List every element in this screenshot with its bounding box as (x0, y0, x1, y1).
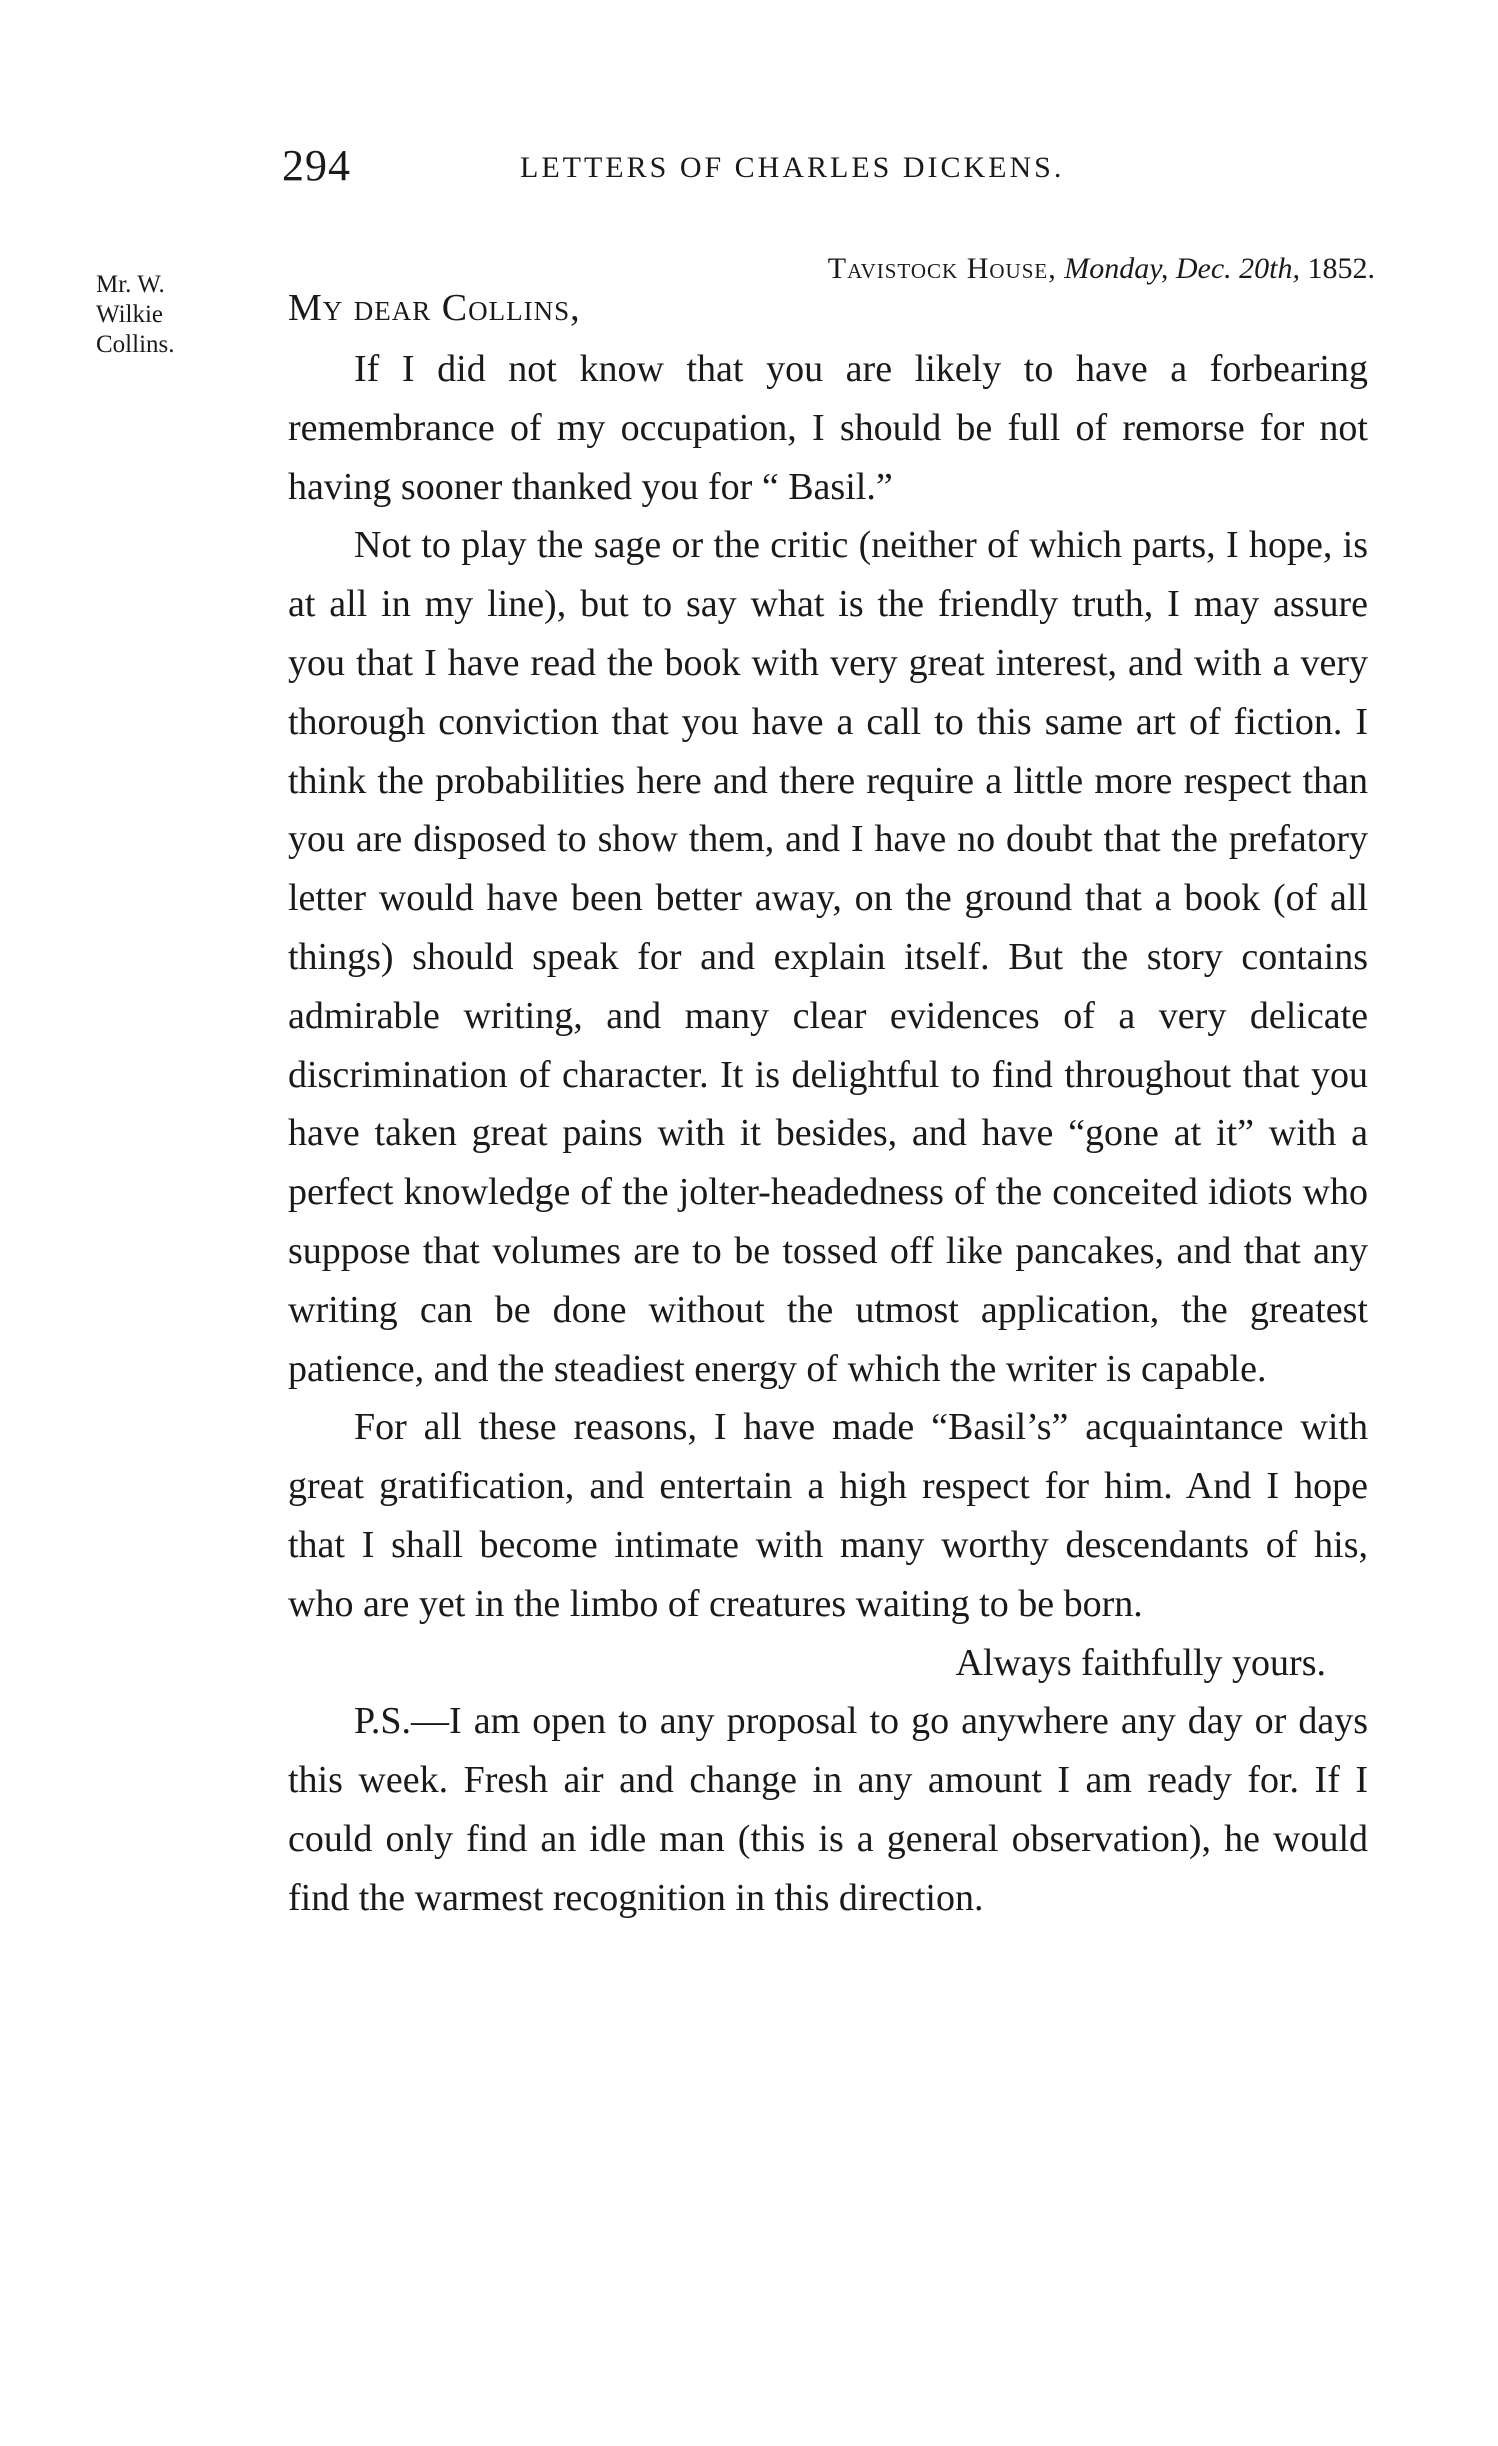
page-number: 294 (282, 141, 351, 190)
postscript: P.S.—I am open to any proposal to go anywhere any day or days this week. Fresh air and change in any amount I am ready for. If I could only find an idle man (this is a general observation), he would find the warmest recognition in this direction. (288, 1700, 1368, 1919)
running-head: LETTERS OF CHARLES DICKENS. (520, 151, 1065, 184)
sidenote-line-1: Mr. W. (96, 271, 165, 298)
dateline-day: Monday, Dec. 20th, (1064, 252, 1300, 285)
sidenote-line-2: Wilkie (96, 301, 164, 328)
dateline-year: 1852. (1307, 252, 1375, 285)
sidenote (96, 270, 236, 360)
paragraph-1: If I did not know that you are likely to have a forbearing remembrance of my occupation, I should be full of remorse for not having sooner thanked you for “ Basil.” (288, 348, 1368, 508)
dateline-place: Tavistock House, (827, 252, 1057, 285)
salutation: My dear Collins, (288, 287, 581, 329)
letter-body (288, 340, 1368, 1928)
paragraph-3: For all these reasons, I have made “Basil’s” acquaintance with great gratification, and entertain a high respect for him. And I hope that I shall become intimate with many worthy descendants of his, who are yet in the limbo of creatures waiting to be born. (288, 1406, 1368, 1625)
sidenote-line-3: Collins. (96, 331, 175, 358)
paragraph-2: Not to play the sage or the critic (neither of which parts, I hope, is at all in my line), but to say what is the friendly truth, I may assure you that I have read the book with very great interest, and with a very thorough conviction that you have a call to this same art of fiction. I think the probabilities here and there require a little more respect than you are disposed to show them, and I have no doubt that the prefatory letter would have been better away, on the ground that a book (of all things) should speak for and explain itself. But the story contains admirable writing, and many clear evidences of a very delicate discrimination of character. It is delightful to find throughout that you have taken great pains with it besides, and have “gone at it” with a perfect knowledge of the jolter-headedness of the conceited idiots who suppose that volumes are to be tossed off like pancakes, and that any writing can be done without the utmost application, the greatest patience, and the steadiest energy of which the writer is capable. (288, 524, 1368, 1390)
closing: Always faithfully yours. (955, 1641, 1326, 1684)
dateline (640, 251, 1375, 287)
